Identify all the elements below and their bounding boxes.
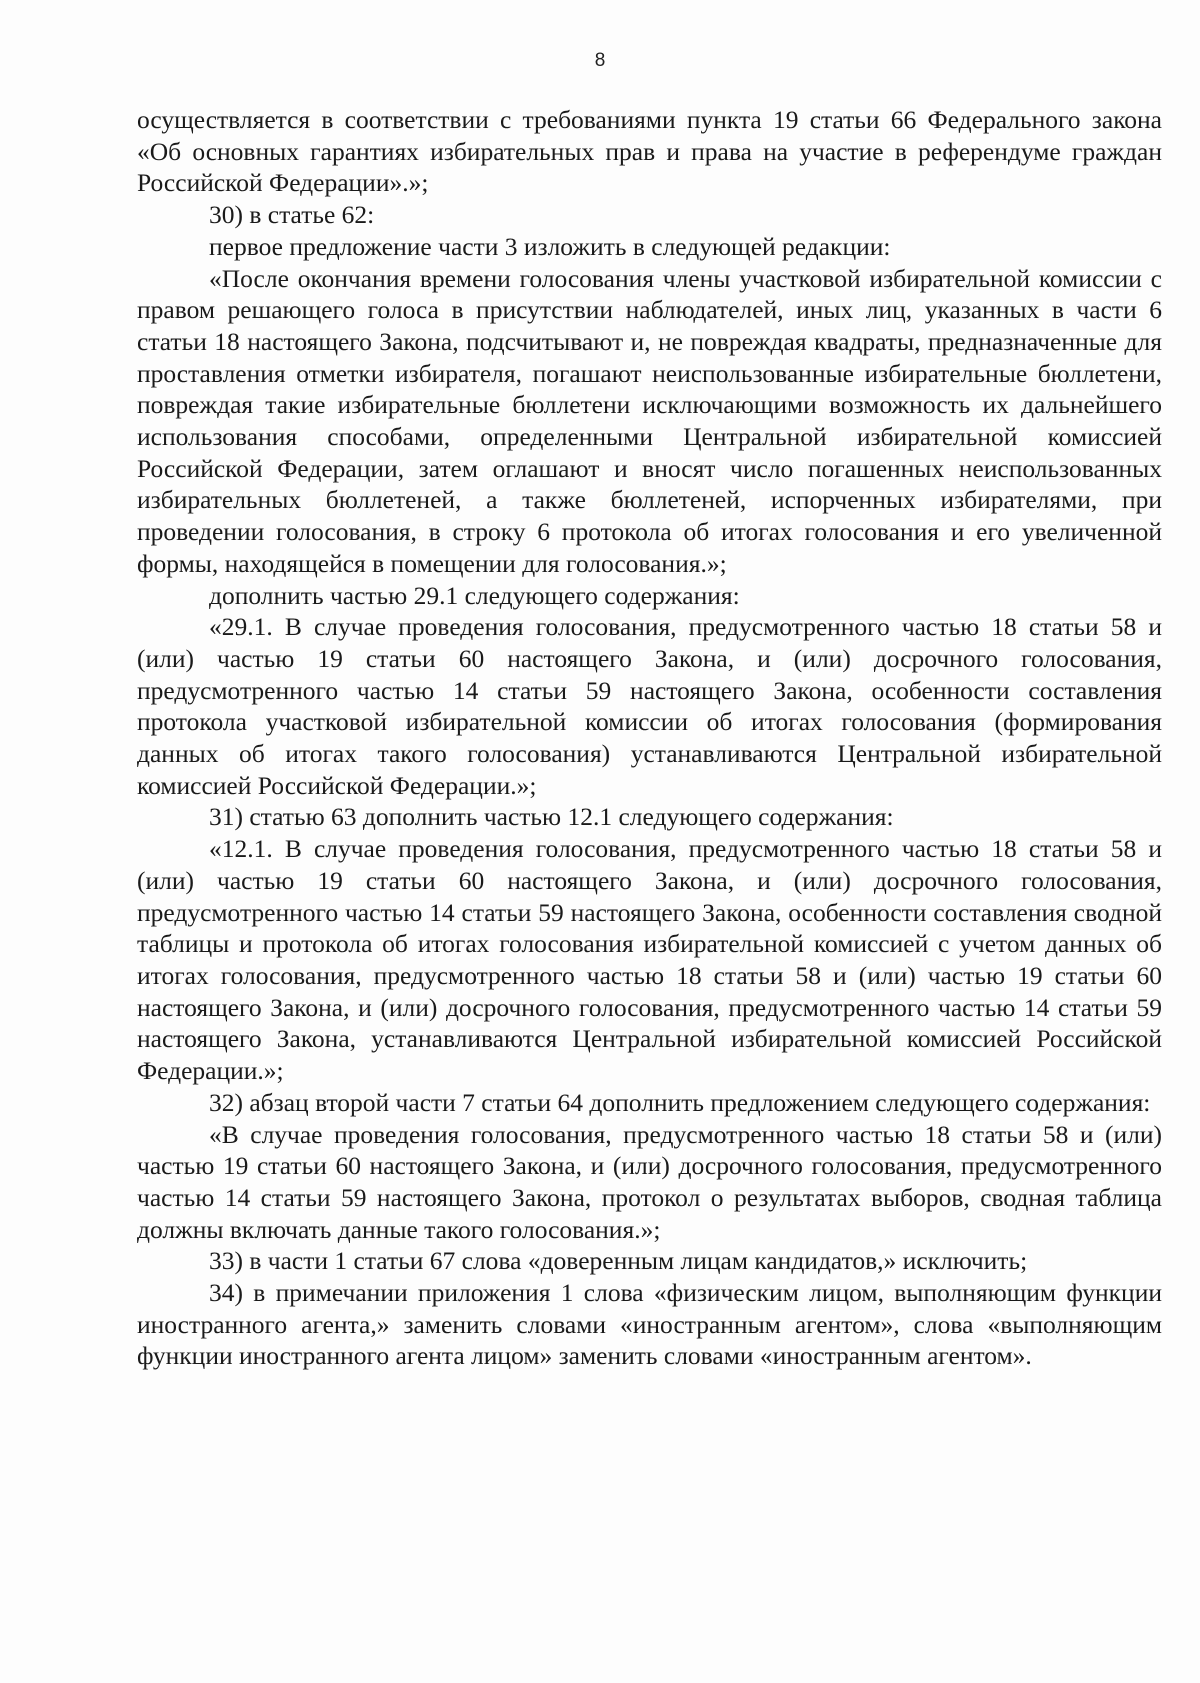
paragraph-item-31: 31) статью 63 дополнить частью 12.1 следующего содержания: bbox=[209, 802, 894, 832]
paragraph-part-29-1-text: «29.1. В случае проведения голосования, предусмотренного частью 18 статьи 58 и (или) частью 19 статьи 60 настоящего Закона, и (или) досрочного голосования, предусмотренного частью 14 статьи 59 настоящего Закона, особенности составления протокола участковой избирательной комиссии об итогах голосования (формирования данных об итогах такого голосования) устанавливаются Центральной избирательной комиссией Российской Федерации.»; bbox=[137, 612, 1162, 800]
paragraph-part-29-1-intro: дополнить частью 29.1 следующего содержания: bbox=[209, 580, 740, 610]
page-number: 8 bbox=[594, 50, 606, 71]
paragraph-item-32: 32) абзац второй части 7 статьи 64 дополнить предложением следующего содержания: bbox=[209, 1087, 1151, 1117]
document-body bbox=[137, 104, 1162, 1372]
paragraph-part-12-1-text: «12.1. В случае проведения голосования, предусмотренного частью 18 статьи 58 и (или) частью 19 статьи 60 настоящего Закона, и (или) досрочного голосования, предусмотренного частью 14 статьи 59 настоящего Закона, особенности составления сводной таблицы и протокола об итогах голосования избирательной комиссией с учетом данных об итогах голосования, предусмотренного частью 18 статьи 58 и (или) частью 19 статьи 60 настоящего Закона, и (или) досрочного голосования, предусмотренного частью 14 статьи 59 настоящего Закона, устанавливаются Центральной избирательной комиссией Российской Федерации.»; bbox=[137, 834, 1162, 1086]
paragraph-part-3-intro: первое предложение части 3 изложить в следующей редакции: bbox=[209, 231, 891, 261]
paragraph-item-34: 34) в примечании приложения 1 слова «физическим лицом, выполняющим функции иностранного агента,» заменить словами «иностранным агентом», слова «выполняющим функции иностранного агента лицом» заменить словами «иностранным агентом». bbox=[137, 1278, 1162, 1371]
paragraph-item-32-text: «В случае проведения голосования, предусмотренного частью 18 статьи 58 и (или) частью 19 статьи 60 настоящего Закона, и (или) досрочного голосования, предусмотренного частью 14 статьи 59 настоящего Закона, протокол о результатах выборов, сводная таблица должны включать данные такого голосования.»; bbox=[137, 1119, 1162, 1244]
paragraph-part-3-text: «После окончания времени голосования члены участковой избирательной комиссии с правом решающего голоса в присутствии наблюдателей, иных лиц, указанных в части 6 статьи 18 настоящего Закона, подсчитывают и, не повреждая квадраты, предназначенные для проставления отметки избирателя, погашают неиспользованные избирательные бюллетени, повреждая такие избирательные бюллетени исключающими возможность их дальнейшего использования способами, определенными Центральной избирательной комиссией Российской Федерации, затем оглашают и вносят число погашенных неиспользованных избирательных бюллетеней, а также бюллетеней, испорченных избирателями, при проведении голосования, в строку 6 протокола об итогах голосования и его увеличенной формы, находящейся в помещении для голосования.»; bbox=[137, 263, 1162, 578]
paragraph-item-30: 30) в статье 62: bbox=[209, 200, 375, 230]
paragraph-continuation: осуществляется в соответствии с требованиями пункта 19 статьи 66 Федерального закона «Об основных гарантиях избирательных прав и права на участие в референдуме граждан Российской Федерации».»; bbox=[137, 105, 1162, 198]
paragraph-item-33: 33) в части 1 статьи 67 слова «доверенным лицам кандидатов,» исключить; bbox=[209, 1246, 1028, 1276]
